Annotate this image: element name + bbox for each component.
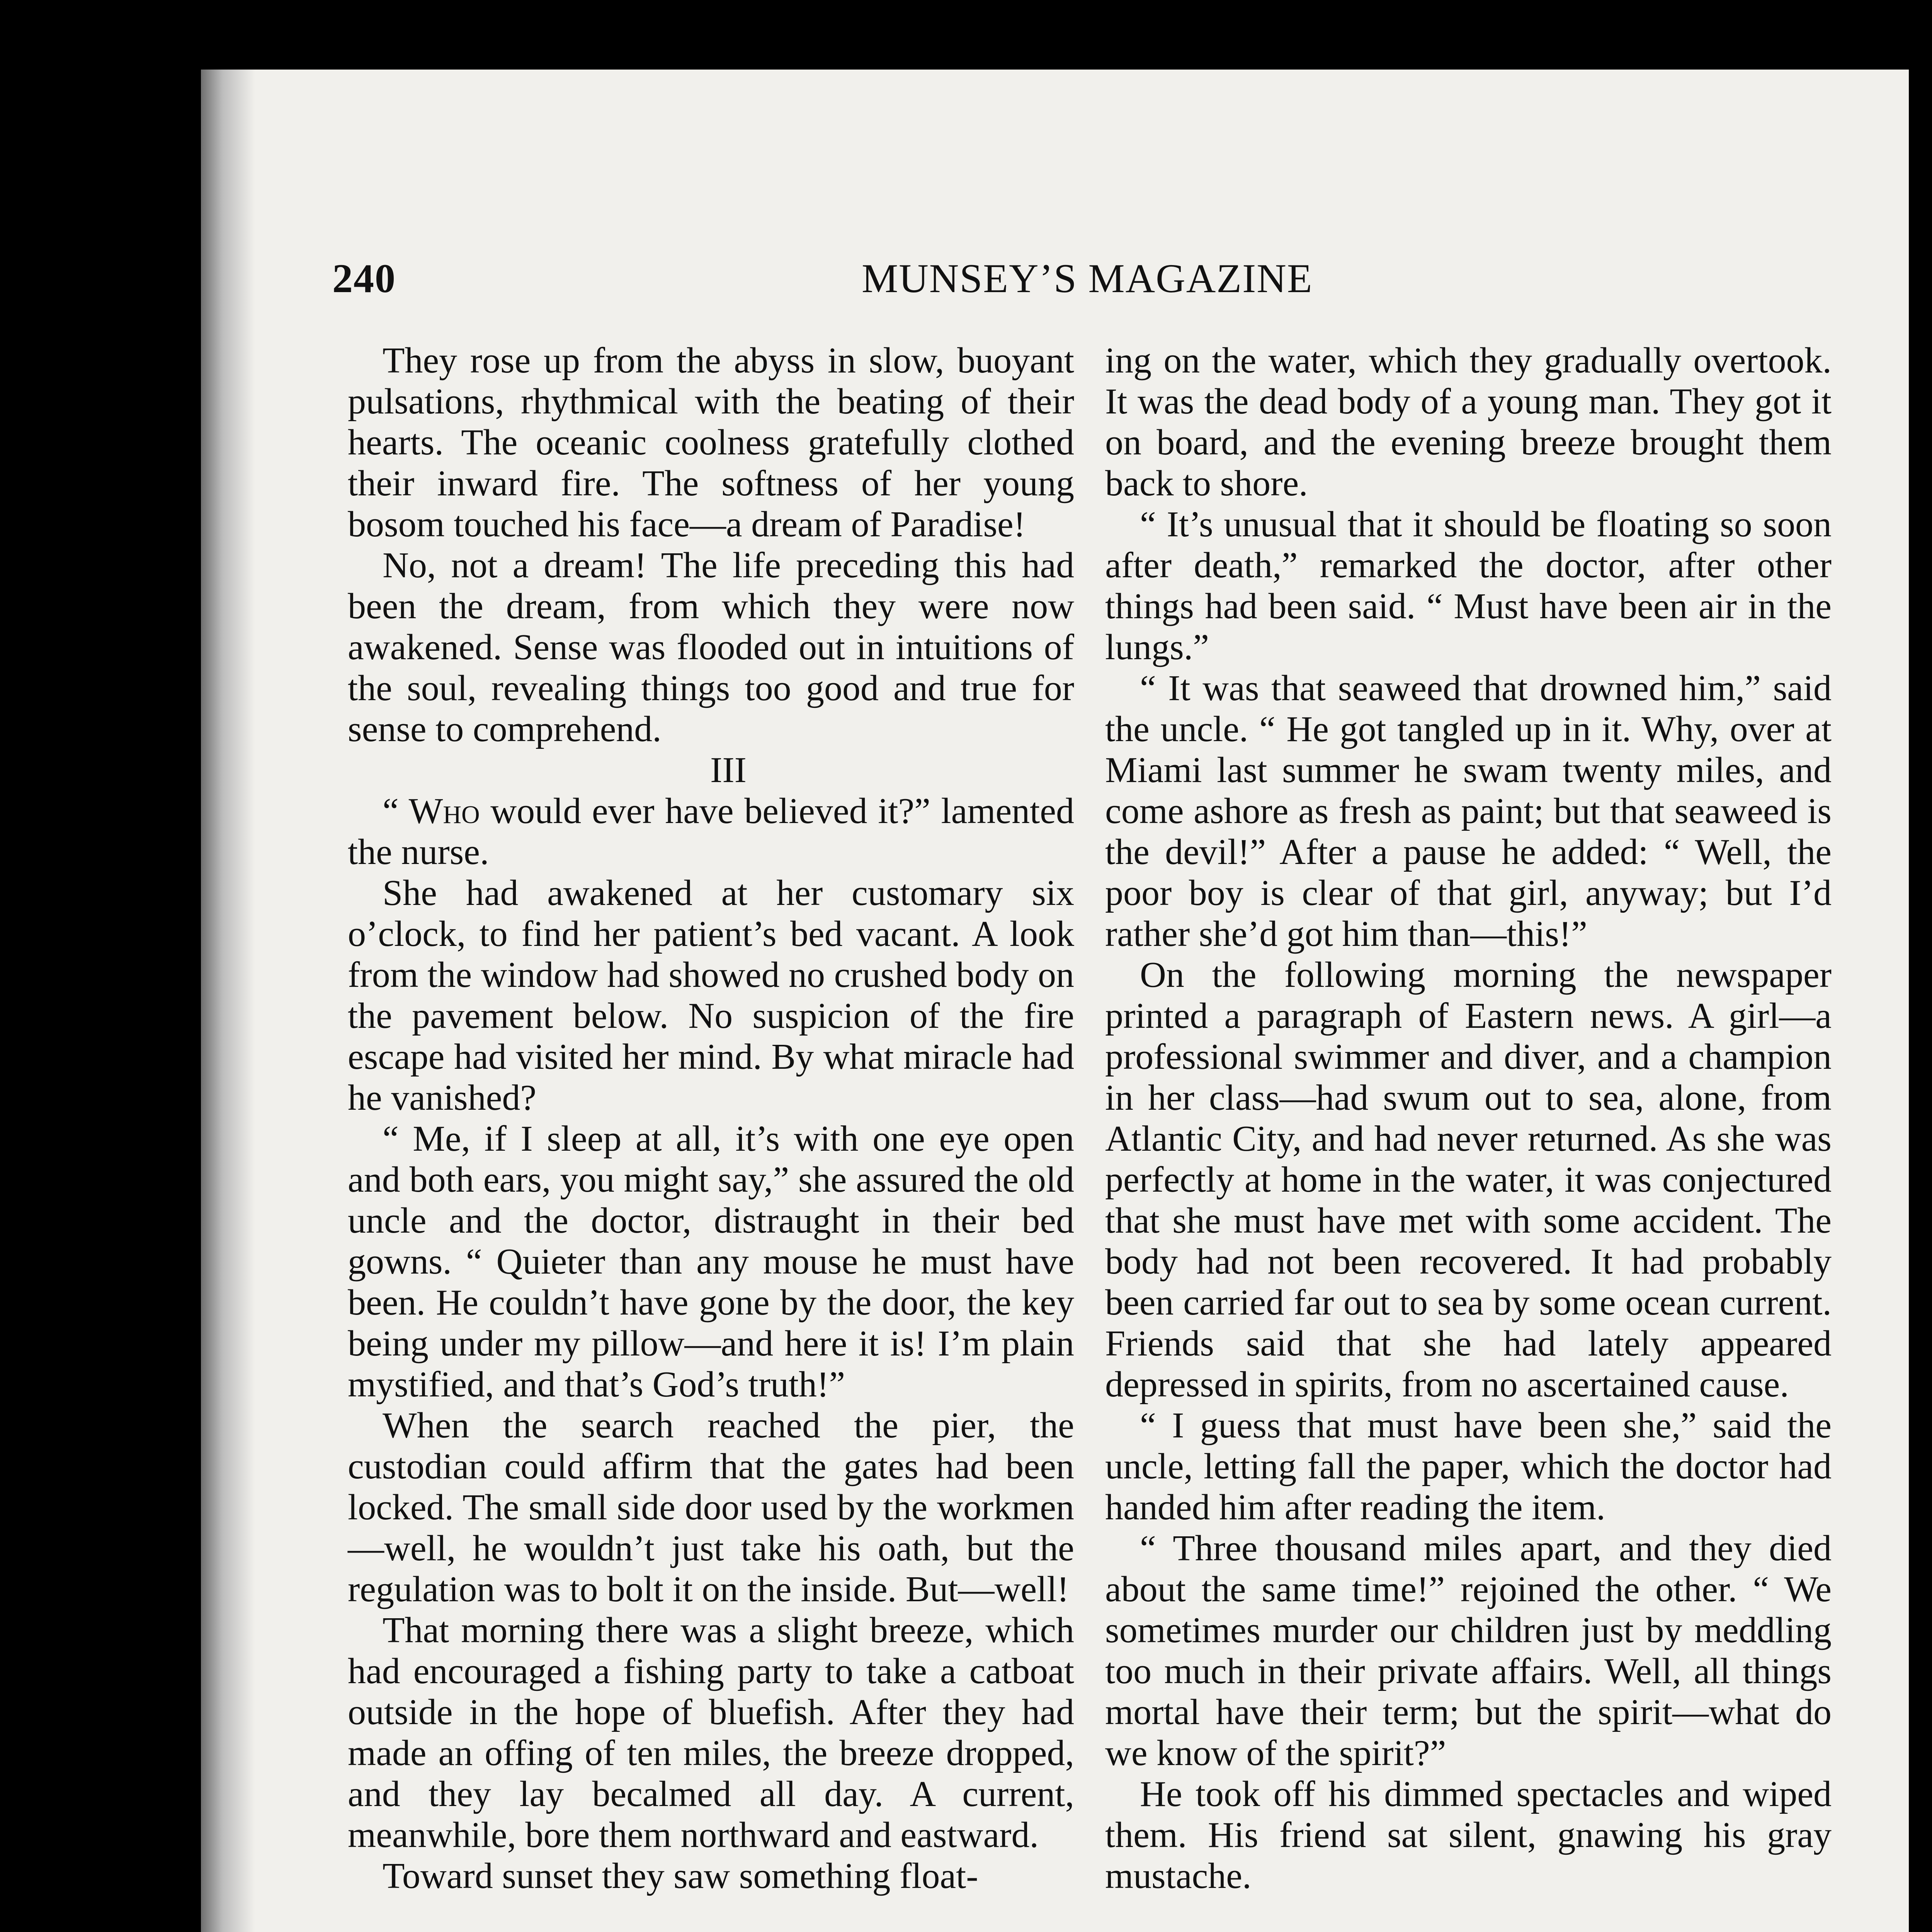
- section-number: III: [710, 750, 747, 790]
- left-column: [348, 340, 1074, 1896]
- paragraph: “ It’s unusual that it should be floating so soon after death,” remarked the doctor, after other things had been said. “ Must have been air in the lungs.”: [1105, 504, 1832, 667]
- running-head: MUNSEY’S MAGAZINE: [862, 256, 1313, 301]
- paragraph: He took off his dimmed spectacles and wiped them. His friend sat silent, gnawing his gray mustache.: [1105, 1774, 1832, 1896]
- paragraph: [348, 791, 1074, 872]
- paragraph: Toward sunset they saw something float-: [383, 1856, 978, 1896]
- right-column: [1105, 340, 1832, 1896]
- paragraph: “ Three thousand miles apart, and they died about the same time!” rejoined the other. “ We sometimes murder our children just by meddling too much in their private affairs. Well, all things mortal have their term; but the spirit—what do we know of the spirit?”: [1105, 1528, 1832, 1773]
- paragraph: When the search reached the pier, the custodian could affirm that the gates had been locked. The small side door used by the workmen—well, he wouldn’t just take his oath, but the regulation was to bolt it on the inside. But—well!: [348, 1405, 1074, 1609]
- page-header: [332, 255, 1337, 317]
- small-caps-lead: “ Who: [383, 791, 480, 831]
- paragraph: No, not a dream! The life preceding this had been the dream, from which they were now awakened. Sense was flooded out in intuitions of the soul, revealing things too good and true for sense to comprehend.: [348, 545, 1074, 749]
- paragraph: That morning there was a slight breeze, which had encouraged a fishing party to take a catboat outside in the hope of bluefish. After they had made an offing of ten miles, the breeze dropped, and they lay becalmed all day. A current, meanwhile, bore them northward and eastward.: [348, 1610, 1074, 1855]
- paragraph: On the following morning the newspaper printed a paragraph of Eastern news. A girl—a professional swimmer and diver, and a champion in her class—had swum out to sea, alone, from Atlantic City, and had never returned. As she was perfectly at home in the water, it was conjectured that she must have met with some accident. The body had not been recovered. It had probably been carried far out to sea by some ocean current. Friends said that she had lately appeared depressed in spirits, from no ascertained cause.: [1105, 955, 1832, 1405]
- paragraph: They rose up from the abyss in slow, buoyant pulsations, rhythmical with the beating of their hearts. The oceanic coolness gratefully clothed their inward fire. The softness of her young bosom touched his face—a dream of Paradise!: [348, 340, 1074, 544]
- binding-shadow: [201, 70, 255, 1932]
- paragraph: “ It was that seaweed that drowned him,” said the uncle. “ He got tangled up in it. Why, over at Miami last summer he swam twenty miles, and come ashore as fresh as paint; but that seaweed is the devil!” After a pause he added: “ Well, the poor boy is clear of that girl, anyway; but I’d rather she’d got him than—this!”: [1105, 668, 1832, 954]
- paragraph: “ Me, if I sleep at all, it’s with one eye open and both ears, you might say,” she assured the old uncle and the doctor, distraught in their bed gowns. “ Quieter than any mouse he must have been. He couldn’t have gone by the door, the key being under my pillow—and here it is! I’m plain mystified, and that’s God’s truth!”: [348, 1119, 1074, 1405]
- paragraph: “ I guess that must have been she,” said the uncle, letting fall the paper, which the doctor had handed him after reading the item.: [1105, 1405, 1832, 1527]
- paragraph-continued: ing on the water, which they gradually overtook. It was the dead body of a young man. They got it on board, and the evening breeze brought them back to shore.: [1105, 340, 1832, 503]
- page-number: 240: [332, 256, 396, 301]
- paragraph: She had awakened at her customary six o’clock, to find her patient’s bed vacant. A look from the window had showed no crushed body on the pavement below. No suspicion of the fire escape had visited her mind. By what miracle had he vanished?: [348, 873, 1074, 1118]
- paragraph-text: would ever have believed it?” lamented the nurse.: [348, 791, 1074, 872]
